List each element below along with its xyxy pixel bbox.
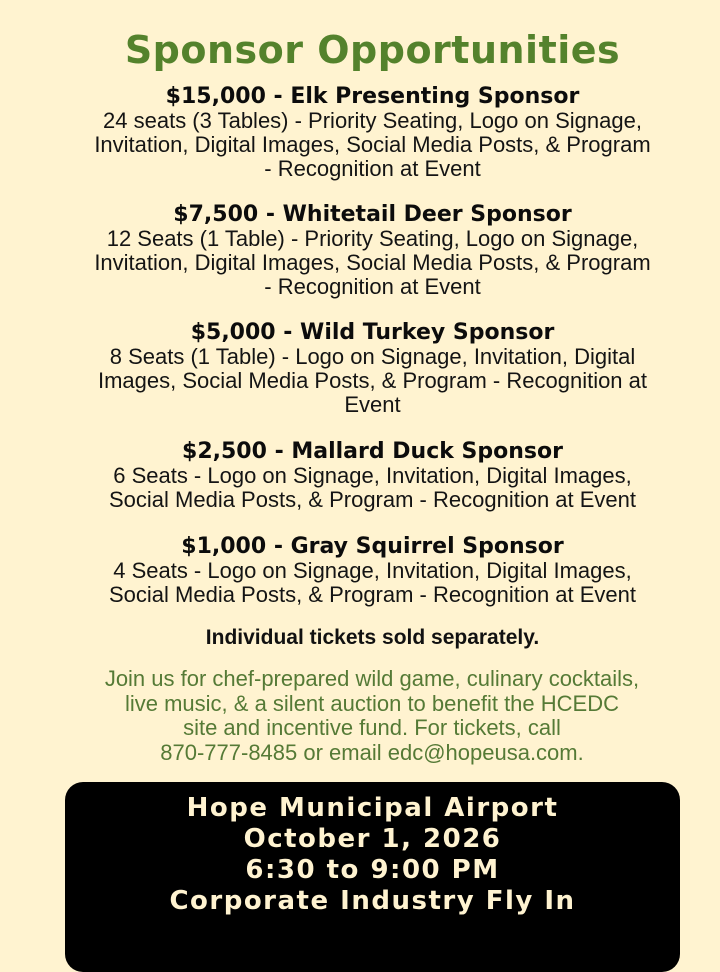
sponsor-description-line: 6 Seats - Logo on Signage, Invitation, Digital Images,	[113, 463, 632, 488]
sponsor-heading: $5,000 - Wild Turkey Sponsor	[190, 320, 555, 345]
sponsor-heading: $15,000 - Elk Presenting Sponsor	[165, 84, 580, 109]
sponsor-description-line: Social Media Posts, & Program - Recognition at Event	[108, 582, 637, 607]
event-description-line: site and incentive fund. For tickets, call	[183, 715, 561, 740]
sponsor-description-line: - Recognition at Event	[264, 156, 481, 181]
sponsor-tier-gray-squirrel	[40, 535, 705, 607]
sponsor-description-line: Event	[344, 392, 401, 417]
page-title: Sponsor Opportunities	[124, 28, 621, 72]
sponsor-description-line: Invitation, Digital Images, Social Media Posts, & Program	[94, 250, 651, 275]
sponsor-description-line: Social Media Posts, & Program - Recognition at Event	[108, 487, 637, 512]
event-name: Corporate Industry Fly In	[169, 886, 576, 916]
event-description-line: Join us for chef-prepared wild game, culinary cocktails,	[104, 666, 640, 691]
sponsor-description-line: 24 seats (3 Tables) - Priority Seating, Logo on Signage,	[103, 108, 642, 133]
event-venue: Hope Municipal Airport	[186, 793, 559, 823]
sponsor-heading: $2,500 - Mallard Duck Sponsor	[182, 439, 563, 464]
tickets-note: Individual tickets sold separately.	[205, 626, 540, 649]
sponsor-tier-wild-turkey	[40, 321, 705, 417]
sponsor-tier-elk	[40, 85, 705, 181]
sponsor-heading: $7,500 - Whitetail Deer Sponsor	[173, 202, 572, 227]
event-details	[65, 793, 680, 917]
sponsor-heading: $1,000 - Gray Squirrel Sponsor	[181, 534, 564, 559]
event-date: October 1, 2026	[243, 824, 502, 854]
sponsor-tier-whitetail-deer	[40, 203, 705, 299]
sponsor-description-line: Images, Social Media Posts, & Program - Recognition at	[97, 368, 648, 393]
sponsor-description-line: - Recognition at Event	[264, 274, 481, 299]
sponsor-description-line: 12 Seats (1 Table) - Priority Seating, Logo on Signage,	[106, 226, 639, 251]
sponsor-description-line: 4 Seats - Logo on Signage, Invitation, Digital Images,	[113, 558, 632, 583]
sponsor-description-line: Invitation, Digital Images, Social Media Posts, & Program	[94, 132, 651, 157]
sponsor-description-line: 8 Seats (1 Table) - Logo on Signage, Invitation, Digital	[109, 344, 636, 369]
event-description-line: live music, & a silent auction to benefit the HCEDC	[124, 690, 619, 716]
event-description-line: 870-777-8485 or email edc@hopeusa.com.	[160, 739, 584, 765]
sponsor-tier-mallard-duck	[40, 440, 705, 512]
event-time: 6:30 to 9:00 PM	[245, 855, 500, 885]
event-description	[60, 667, 684, 765]
